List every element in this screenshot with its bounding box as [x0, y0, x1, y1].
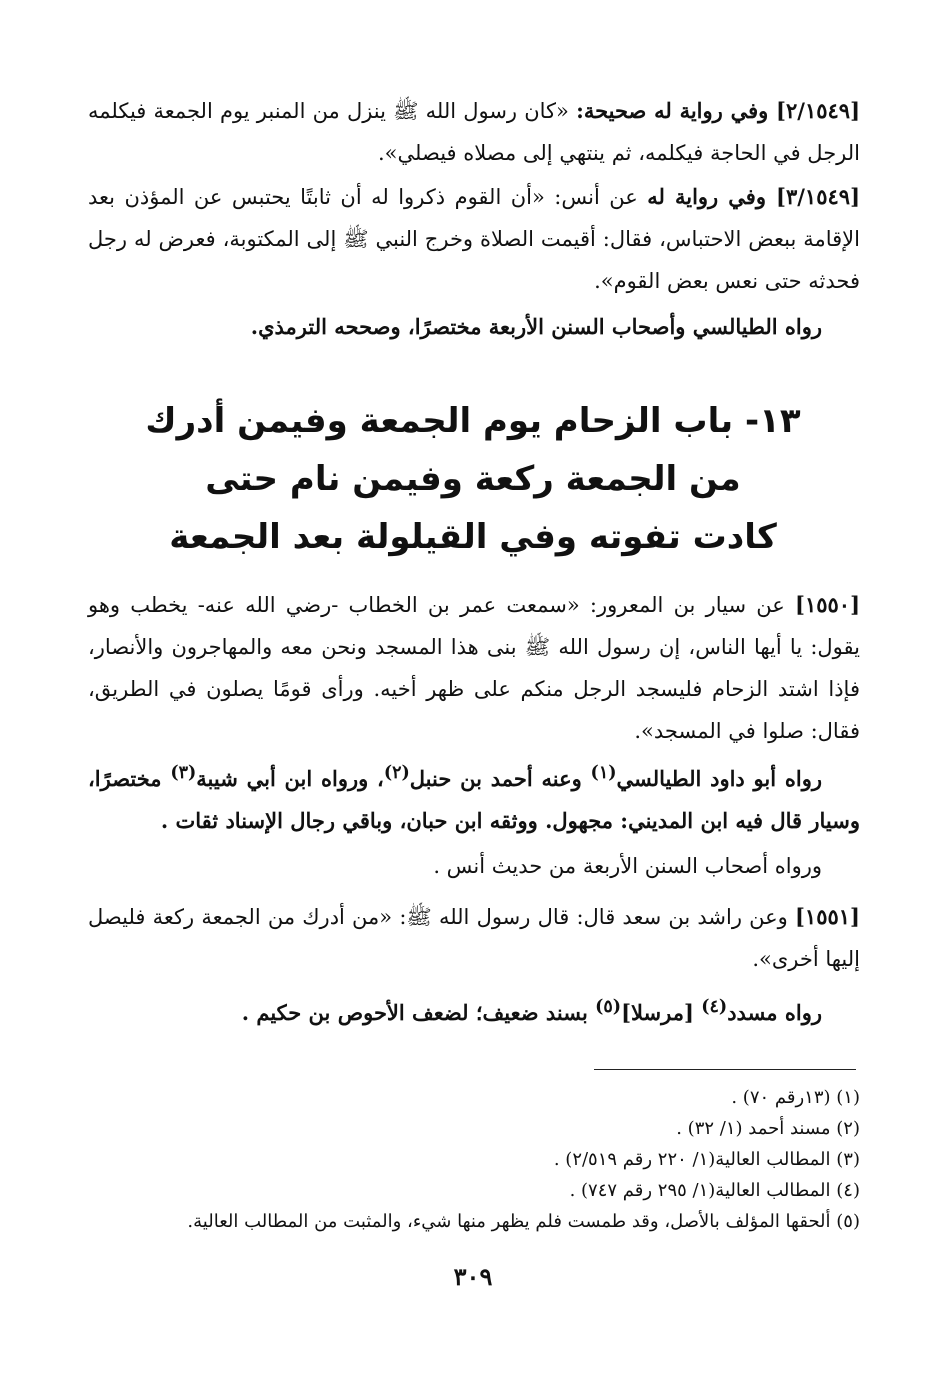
- hadith-text: «كان رسول الله ﷺ ينزل من المنبر يوم الجمعة فيكلمه الرجل في الحاجة فيكلمه، ثم ينتهي إلى مصلاه فيصلي».: [88, 99, 860, 165]
- footnote-item: (٥) ألحقها المؤلف بالأصل، وقد طمست فلم يظهر منها شيء، والمثبت من المطالب العالية.: [187, 1211, 860, 1232]
- footnote-item: (٤) المطالب العالية(١/ ٢٩٥ رقم ٧٤٧) .: [569, 1180, 860, 1201]
- paragraph-1550: [88, 584, 860, 752]
- footnote-item: (٣) المطالب العالية(١/ ٢٢٠ رقم ٢/٥١٩) .: [553, 1149, 860, 1170]
- hadith-text: عن سيار بن المعرور: «سمعت عمر بن الخطاب -رضي الله عنه- يخطب وهو يقول: يا أيها الناس، إن رسول الله ﷺ بنى هذا المسجد ونحن معه والمهاجرون والأنصار، فإذا اشتد الزحام فليسجد الرجل منكم على ظهر أخيه. ورأى قومًا يصلون في الطريق، فقال: صلوا في المسجد».: [88, 593, 860, 743]
- footnote-item: (١) (١٣رقم ٧٠) .: [731, 1087, 860, 1108]
- heading-line-1: ١٣- باب الزحام يوم الجمعة وفيمن أدرك: [145, 401, 801, 441]
- narration-text: مختصرًا، وسيار قال فيه ابن المديني: مجهول. ووثقه ابن حبان، وباقي رجال الإسناد ثقات .: [88, 766, 860, 833]
- page-number: ٣٠٩: [453, 1262, 493, 1291]
- footnote-ref-1: (١): [590, 763, 617, 783]
- hadith-text: عن أنس: «أن القوم ذكروا له أن ثابتًا يحتبس عن المؤذن بعد الإقامة ببعض الاحتباس، فقال: أقيمت الصلاة وخرج النبي ﷺ إلى المكتوبة، فعرض له رجل فحدثه حتى نعس بعض القوم».: [88, 185, 860, 293]
- heading-line-3: كادت تفوته وفي القيلولة بعد الجمعة: [169, 517, 777, 557]
- paragraph-1549-2: [88, 90, 860, 174]
- paragraph-1549-3: [88, 176, 860, 302]
- paragraph-1551: [88, 896, 860, 980]
- footnote-ref-3: (٣): [170, 763, 197, 783]
- footnote-divider: [594, 1069, 856, 1070]
- narration-text: وعنه أحمد بن حنبل: [409, 766, 591, 791]
- narration-note: رواه الطيالسي وأصحاب السنن الأربعة مختصرًا، وصححه الترمذي.: [250, 314, 822, 339]
- footnote-ref-5: (٥): [595, 997, 622, 1017]
- hadith-text: وعن راشد بن سعد قال: قال رسول الله ﷺ: «من أدرك من الجمعة ركعة فليصل إليها أخرى».: [88, 905, 860, 971]
- narration-text: رواه أبو داود الطيالسي: [616, 766, 822, 791]
- hadith-reference: [٢/١٥٤٩] وفي رواية له صحيحة:: [576, 98, 861, 123]
- narration-1550: [88, 752, 860, 842]
- footnote-ref-2: (٢): [383, 763, 410, 783]
- narration-text: رواه مسدد: [727, 1000, 822, 1025]
- footnote-item: (٢) مسند أحمد (١/ ٣٢) .: [676, 1118, 860, 1139]
- narration-1550-anas: ورواه أصحاب السنن الأربعة من حديث أنس .: [433, 854, 822, 878]
- chapter-heading: [0, 392, 946, 566]
- narration-1551: [88, 986, 860, 1034]
- footnote-ref-4: (٤): [701, 997, 728, 1017]
- narration-text: بسند ضعيف؛ لضعف الأحوص بن حكيم .: [241, 1000, 596, 1025]
- hadith-reference: [٣/١٥٤٩] وفي رواية له: [647, 184, 860, 209]
- hadith-reference: [١٥٥١]: [794, 904, 860, 929]
- heading-line-2: من الجمعة ركعة وفيمن نام حتى: [205, 459, 741, 499]
- footnotes-list: [80, 1082, 860, 1237]
- narration-text: ، ورواه ابن أبي شيبة: [196, 766, 384, 791]
- narration-text: [مرسلا]: [621, 1000, 702, 1025]
- hadith-reference: [١٥٥٠]: [795, 592, 860, 617]
